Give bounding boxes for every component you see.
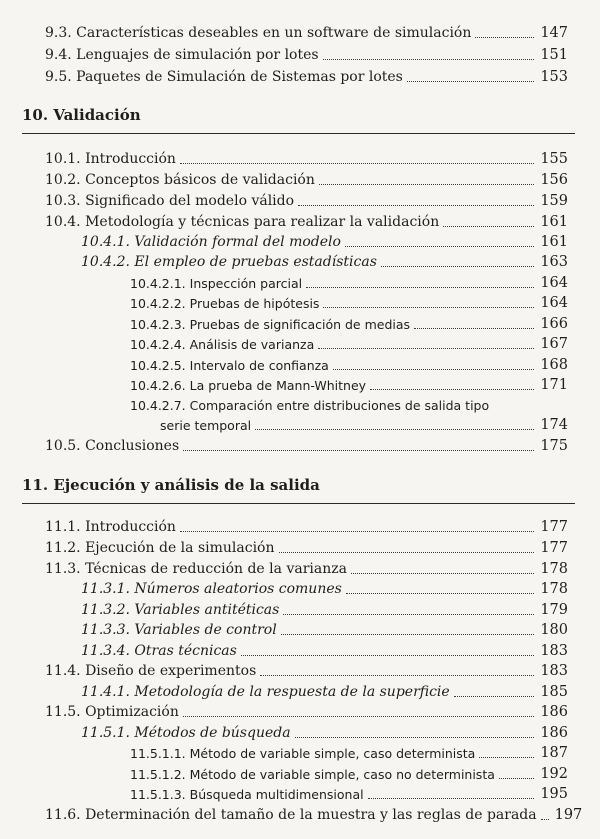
- toc-entry-label: 11.5.1.2. Método de variable simple, caso no determinista: [130, 767, 495, 782]
- leader-dots: [541, 819, 549, 820]
- toc-entry[interactable]: [45, 804, 583, 824]
- toc-entry-label: serie temporal: [160, 418, 252, 433]
- leader-dots: [333, 369, 534, 370]
- leader-dots: [180, 163, 534, 164]
- toc-entry[interactable]: [130, 333, 568, 353]
- leader-dots: [295, 737, 535, 738]
- toc-entry-label: 11.3.3. Variables de control: [81, 622, 277, 638]
- toc-entry-page: 159: [540, 193, 568, 209]
- toc-entry-label: 11.4. Diseño de experimentos: [45, 663, 257, 679]
- leader-dots: [407, 81, 534, 82]
- leader-dots: [346, 593, 535, 594]
- toc-entry-label: 11.5. Optimización: [45, 704, 179, 720]
- leader-dots: [283, 614, 534, 615]
- toc-entry[interactable]: [45, 169, 568, 189]
- toc-entry-label: 10.4. Metodología y técnicas para realizar la validación: [45, 214, 440, 230]
- toc-entry-label: 11.4.1. Metodología de la respuesta de la superficie: [81, 684, 450, 700]
- leader-dots: [183, 716, 534, 717]
- toc-entry[interactable]: [130, 742, 568, 762]
- toc-entry-label: 10.3. Significado del modelo válido: [45, 193, 295, 209]
- toc-entry-label: 10.2. Conceptos básicos de validación: [45, 172, 315, 188]
- leader-dots: [499, 778, 534, 779]
- toc-entry-label: 11.3.1. Números aleatorios comunes: [81, 581, 342, 597]
- leader-dots: [183, 450, 534, 451]
- toc-entry-label: 10.4.2.6. La prueba de Mann-Whitney: [130, 378, 367, 393]
- leader-dots: [443, 226, 534, 227]
- toc-entry[interactable]: [81, 640, 568, 660]
- toc-entry[interactable]: [81, 578, 568, 598]
- toc-entry-page: 164: [540, 275, 568, 291]
- chapter-title: 11. Ejecución y análisis de la salida: [22, 476, 320, 494]
- toc-entry[interactable]: [45, 22, 568, 42]
- leader-dots: [180, 531, 534, 532]
- toc-entry[interactable]: [130, 272, 568, 292]
- toc-entry[interactable]: [81, 722, 568, 742]
- toc-entry-label: 11.3.2. Variables antitéticas: [81, 602, 280, 618]
- toc-entry-page: 161: [540, 214, 568, 230]
- toc-entry[interactable]: [45, 44, 568, 64]
- toc-entry-page: 151: [540, 47, 568, 63]
- toc-entry-page: 186: [540, 704, 568, 720]
- toc-entry[interactable]: [45, 148, 568, 168]
- toc-entry-page: 186: [540, 725, 568, 741]
- toc-entry-page: 153: [540, 69, 568, 85]
- toc-entry[interactable]: [45, 660, 568, 680]
- leader-dots: [454, 696, 535, 697]
- toc-entry-label: 11.5.1.1. Método de variable simple, caso determinista: [130, 746, 476, 761]
- leader-dots: [479, 757, 534, 758]
- toc-entry-page: 163: [540, 254, 568, 270]
- toc-entry[interactable]: [130, 313, 568, 333]
- toc-entry-label: 11.1. Introducción: [45, 519, 176, 535]
- toc-entry-label: 10.5. Conclusiones: [45, 438, 180, 454]
- toc-entry-page: 183: [540, 663, 568, 679]
- toc-entry[interactable]: [45, 190, 568, 210]
- leader-dots: [381, 266, 534, 267]
- toc-entry-label: 10.1. Introducción: [45, 151, 176, 167]
- toc-entry-page: 155: [540, 151, 568, 167]
- leader-dots: [475, 37, 534, 38]
- toc-entry[interactable]: [160, 414, 568, 434]
- toc-entry-label: 10.4.2.3. Pruebas de significación de medias: [130, 317, 411, 332]
- toc-entry-label: 10.4.2. El empleo de pruebas estadísticas: [81, 254, 377, 270]
- toc-entry-page: 161: [540, 234, 568, 250]
- leader-dots: [368, 798, 535, 799]
- toc-entry-page: 180: [540, 622, 568, 638]
- toc-entry[interactable]: [81, 599, 568, 619]
- toc-entry-label: 11.3. Técnicas de reducción de la varianza: [45, 561, 347, 577]
- toc-entry[interactable]: [81, 231, 568, 251]
- toc-entry-page: 183: [540, 643, 568, 659]
- leader-dots: [414, 328, 534, 329]
- leader-dots: [306, 287, 534, 288]
- toc-entry[interactable]: [81, 681, 568, 701]
- leader-dots: [260, 675, 534, 676]
- toc-entry[interactable]: [45, 558, 568, 578]
- toc-entry-page: 175: [540, 438, 568, 454]
- leader-dots: [319, 184, 534, 185]
- toc-entry-page: 192: [540, 766, 568, 782]
- toc-entry-page: 156: [540, 172, 568, 188]
- chapter-rule: [22, 503, 575, 504]
- toc-entry-label: 10.4.2.1. Inspección parcial: [130, 276, 303, 291]
- chapter-title: 10. Validación: [22, 106, 141, 124]
- toc-entry-page: 185: [540, 684, 568, 700]
- toc-entry[interactable]: [45, 516, 568, 536]
- toc-entry-page: 164: [540, 295, 568, 311]
- leader-dots: [298, 205, 534, 206]
- leader-dots: [323, 307, 534, 308]
- leader-dots: [241, 655, 534, 656]
- toc-entry-label: 10.4.2.5. Intervalo de confianza: [130, 358, 329, 373]
- toc-entry[interactable]: [130, 354, 568, 374]
- toc-entry-label: 10.4.2.2. Pruebas de hipótesis: [130, 296, 320, 311]
- leader-dots: [345, 246, 534, 247]
- toc-entry-label: 9.5. Paquetes de Simulación de Sistemas por lotes: [45, 69, 403, 85]
- toc-entry-page: 177: [540, 519, 568, 535]
- toc-entry-page: 195: [540, 786, 568, 802]
- toc-entry[interactable]: [130, 763, 568, 783]
- toc-entry-page: 187: [540, 745, 568, 761]
- toc-entry[interactable]: [81, 619, 568, 639]
- toc-entry[interactable]: [45, 211, 568, 231]
- toc-entry[interactable]: [45, 66, 568, 86]
- toc-entry-page: 177: [540, 540, 568, 556]
- toc-entry[interactable]: [45, 537, 568, 557]
- toc-entry-page: 167: [540, 336, 568, 352]
- toc-entry-label: 10.4.2.4. Análisis de varianza: [130, 337, 315, 352]
- toc-entry-label: 11.6. Determinación del tamaño de la muestra y las reglas de parada: [45, 807, 537, 823]
- toc-entry[interactable]: [45, 701, 568, 721]
- toc-entry-page: 178: [540, 581, 568, 597]
- toc-entry[interactable]: [81, 251, 568, 271]
- toc-entry-label: 10.4.1. Validación formal del modelo: [81, 234, 341, 250]
- toc-entry-page: 197: [554, 807, 583, 823]
- toc-entry-label: 11.2. Ejecución de la simulación: [45, 540, 275, 556]
- toc-entry-label: 11.3.4. Otras técnicas: [81, 643, 237, 659]
- toc-entry-page: 178: [540, 561, 568, 577]
- toc-entry-page: 147: [540, 25, 568, 41]
- leader-dots: [281, 634, 535, 635]
- toc-entry-label: 11.5.1. Métodos de búsqueda: [81, 725, 291, 741]
- toc-entry-page: 168: [540, 357, 568, 373]
- leader-dots: [323, 59, 535, 60]
- toc-entry-label: 9.4. Lenguajes de simulación por lotes: [45, 47, 319, 63]
- leader-dots: [351, 573, 534, 574]
- leader-dots: [255, 429, 534, 430]
- toc-entry-label-line1: 10.4.2.7. Comparación entre distribuciones de salida tipo: [130, 398, 490, 413]
- leader-dots: [370, 389, 534, 390]
- toc-entry-page: 174: [540, 417, 568, 433]
- toc-entry[interactable]: [130, 783, 568, 803]
- leader-dots: [318, 348, 534, 349]
- toc-entry-page: 179: [540, 602, 568, 618]
- toc-entry-label: 11.5.1.3. Búsqueda multidimensional: [130, 787, 364, 802]
- toc-entry-page: 166: [540, 316, 568, 332]
- toc-entry[interactable]: [45, 435, 568, 455]
- toc-entry[interactable]: [130, 374, 568, 394]
- chapter-rule: [22, 133, 575, 134]
- toc-entry[interactable]: [130, 292, 568, 312]
- toc-entry-page: 171: [540, 377, 568, 393]
- toc-entry-label: 9.3. Características deseables en un software de simulación: [45, 25, 472, 41]
- leader-dots: [279, 552, 535, 553]
